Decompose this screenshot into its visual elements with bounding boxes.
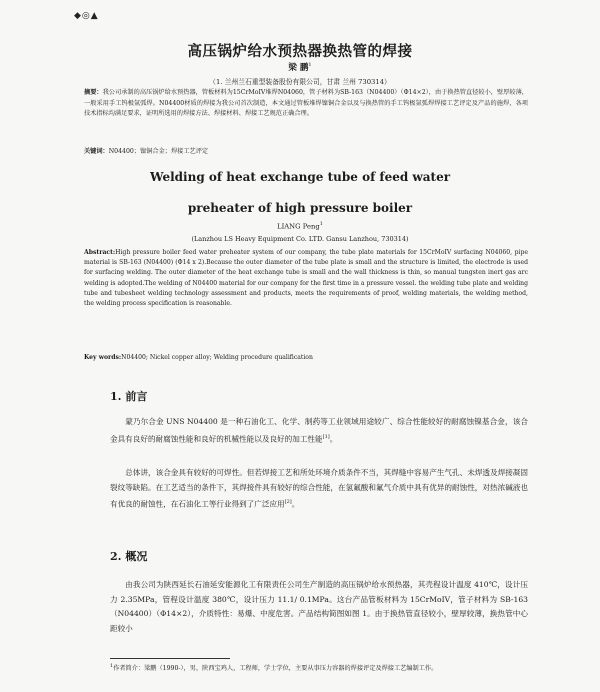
english-keywords xyxy=(84,354,528,361)
chinese-keywords xyxy=(84,146,528,155)
chinese-abstract-label: 摘要： xyxy=(84,89,103,96)
footnote-divider xyxy=(110,658,230,659)
english-author-sup: 1 xyxy=(319,221,323,227)
intro-paragraph-1-end: 。 xyxy=(329,434,338,444)
intro-paragraph-2-text: 总体讲，该合金具有较好的可焊性。但若焊接工艺和所处环境介质条件不当，其焊缝中容易产生气孔、未焊透及焊接凝固裂纹等缺陷。在工艺适当的条件下，其焊接件具有较好的综合性能，在氢氟酸和氟气介质中具有优异的耐蚀性，对热浓碱液也有优良的耐蚀性，在石油化工等行业得到了广泛应用 xyxy=(110,468,528,509)
journal-logo: ◆◎▲ xyxy=(74,11,99,21)
intro-paragraph-1-ref: [1] xyxy=(322,433,330,440)
english-title: Welding of heat exchange tube of feed water preheater of high pressure boiler xyxy=(149,170,451,215)
english-keywords-label: Key words: xyxy=(84,354,122,361)
chinese-affiliation: （1. 兰州兰石重型装备股份有限公司，甘肃 兰州 730314） xyxy=(209,78,391,86)
overview-paragraph-1: 由我公司为陕西延长石油延安能源化工有限责任公司生产制造的高压锅炉给水预热器，其壳程设计温度 410℃，设计压力 2.35MPa，管程设计温度 380℃，设计压力 11.1/ 0.1MPa。这台产品管板材料为 15CrMoIV，管子材料为 SB-163（N04400）（Φ14×2），介质特性：易爆、中度危害。产品结构简图如图 1。由于换热管直径较小，壁厚较薄，换热管中心距较小 xyxy=(110,580,528,633)
chinese-title: 高压锅炉给水预热器换热管的焊接 xyxy=(187,43,413,60)
english-author-name: LIANG Peng xyxy=(277,222,320,231)
english-abstract xyxy=(84,248,528,309)
section-heading-overview: 2. 概况 xyxy=(110,550,148,563)
chinese-keywords-text: N04400；镍铜合金；焊接工艺评定 xyxy=(108,148,209,155)
intro-paragraph-1 xyxy=(110,415,528,447)
section-heading-introduction: 1. 前言 xyxy=(110,390,148,403)
intro-paragraph-1-text: 蒙乃尔合金 UNS N04400 是一种石油化工、化学、制药等工业领域用途较广、综合性能较好的耐腐蚀镍基合金，该合金具有良好的耐腐蚀性能和良好的机械性能以及良好的加工性能 xyxy=(110,417,528,444)
chinese-author-name: 梁 鹏 xyxy=(288,63,309,73)
intro-paragraph-2 xyxy=(110,466,528,512)
intro-paragraph-2-ref: [2] xyxy=(284,499,292,505)
english-keywords-text: N04400; Nickel copper alloy; Welding procedure qualification xyxy=(121,354,313,361)
chinese-author-sup: 1 xyxy=(308,62,312,69)
english-abstract-label: Abstract: xyxy=(84,249,116,256)
chinese-abstract-text: 我公司承制的高压锅炉给水预热器，管板材料为15CrMoIV堆焊N04060，管子材料为SB-163（N04400）（Φ14×2），由于换热管直径较小，壁厚较薄，一般采用手工钨极氩弧焊。N04400材质的焊接为我公司首次制造，本文通过管板堆焊镍铜合金以及与换热管的手工钨极氩弧焊焊接工艺评定及产品的施焊，各项技术指标均满足要求，证明所选用的焊接方法、焊接材料、焊接工艺规范正确合理。 xyxy=(84,89,528,118)
footnote-marker: 1 xyxy=(110,663,114,669)
english-abstract-text: High pressure boiler feed water preheater system of our company, the tube plate materials for 15CrMoIV surfacing N04060, pipe material is SB-163 (N04400) (Φ14 x 2).Because the outer diameter of the tube plate is small and the structure is limited, the electrode is used for surfacing welding. The outer diameter of the heat exchange tube is small and the wall thickness is thin, so manual tungsten inert gas arc welding is adopted.The welding of N04400 material for our company for the first time in a pressure vessel. the welding tube plate and welding tube and tubesheet welding technology assessment and products, meets the requirements of proof, welding materials, the welding method, the welding process specification is reasonable. xyxy=(84,249,528,308)
english-author xyxy=(0,221,600,230)
intro-paragraph-2-end: 。 xyxy=(291,499,300,509)
chinese-abstract xyxy=(84,88,528,120)
chinese-keywords-label: 关键词： xyxy=(84,148,109,155)
english-affiliation: (Lanzhou LS Heavy Equipment Co. LTD. Gansu Lanzhou, 730314) xyxy=(191,235,409,243)
footnote-text: 作者简介：梁鹏（1990-），男，陕西宝鸡人，工程师，学士学位，主要从事压力容器的焊接评定及焊接工艺编制工作。 xyxy=(113,665,438,673)
footnote xyxy=(110,661,528,674)
chinese-author xyxy=(0,61,600,73)
